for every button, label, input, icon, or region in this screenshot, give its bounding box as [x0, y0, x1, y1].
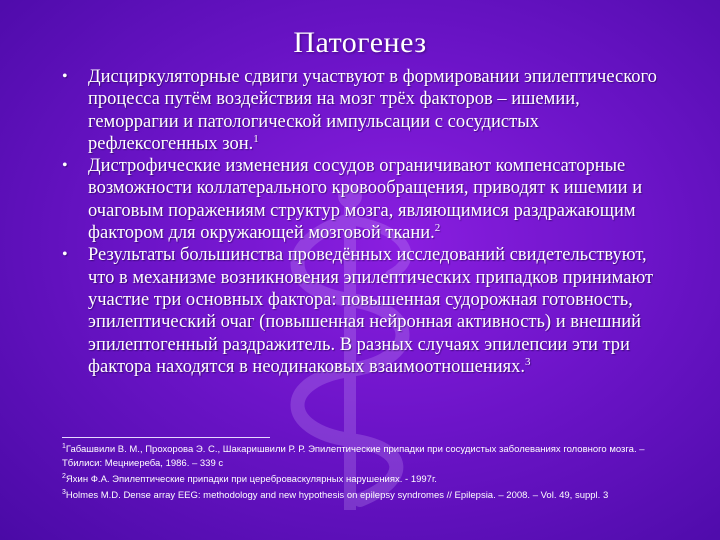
footnote-number: 3: [62, 488, 66, 496]
bullet-text: Результаты большинства проведённых исследований свидетельствуют, что в механизме возникновения эпилептических припадков принимают участие три основных фактора: повышенная судорожная готовность, эпилептический очаг (повышенная нейронная активность) и внешний эпилептогенный раздражитель. В разных случаях эпилепсии эти три фактора находятся в неодинаковых взаимоотношениях.: [88, 245, 654, 377]
bullet-dot-icon: •: [62, 68, 68, 85]
bullet-list: [62, 66, 672, 378]
footnote-text: Габашвили В. М., Прохорова Э. С., Шакаришвили Р. Р. Эпилептические припадки при сосудистых заболеваниях головного мозга. – Тбилиси: Мецниереба, 1986. – 339 с: [62, 444, 645, 469]
bullet-text: Дистрофические изменения сосудов ограничивают компенсаторные возможности коллатерального кровообращения, приводят к ишемии и очаговым поражениям структур мозга, являющимися раздражающим фактором для окружающей мозговой ткани.: [88, 156, 643, 244]
bullet-item-2: [62, 155, 672, 244]
slide-title: Патогенез: [293, 26, 427, 59]
bullet-dot-icon: •: [62, 246, 68, 264]
footnote-1: [62, 443, 662, 471]
footnote-ref: 3: [525, 355, 531, 368]
footnote-text: Яхин Ф.А. Эпилептические припадки при цереброваскулярных нарушениях. - 1997г.: [65, 474, 437, 485]
footnote-ref: 2: [434, 221, 441, 234]
footnote-text: Holmes M.D. Dense array EEG: methodology and new hypothesis on epilepsy syndromes // Epilepsia. – 2008. – Vol. 49, suppl. 3: [65, 490, 609, 501]
footnote-divider: [62, 437, 270, 438]
bullet-text: Дисциркуляторные сдвиги участвуют в формировании эпилептического процесса путём воздействия на мозг трёх факторов – ишемии, геморрагии и патологической импульсации с сосудистых рефлексогенных зон.: [88, 67, 657, 154]
footnote-number: 2: [62, 472, 66, 480]
footnote-3: [62, 489, 662, 503]
bullet-dot-icon: •: [62, 157, 68, 175]
footnote-number: 1: [62, 442, 66, 450]
bullet-item-3: [62, 244, 672, 378]
bullet-item-1: [62, 66, 672, 155]
footnotes: [62, 443, 662, 505]
footnote-ref: 1: [253, 132, 259, 145]
footnote-2: [62, 473, 662, 487]
